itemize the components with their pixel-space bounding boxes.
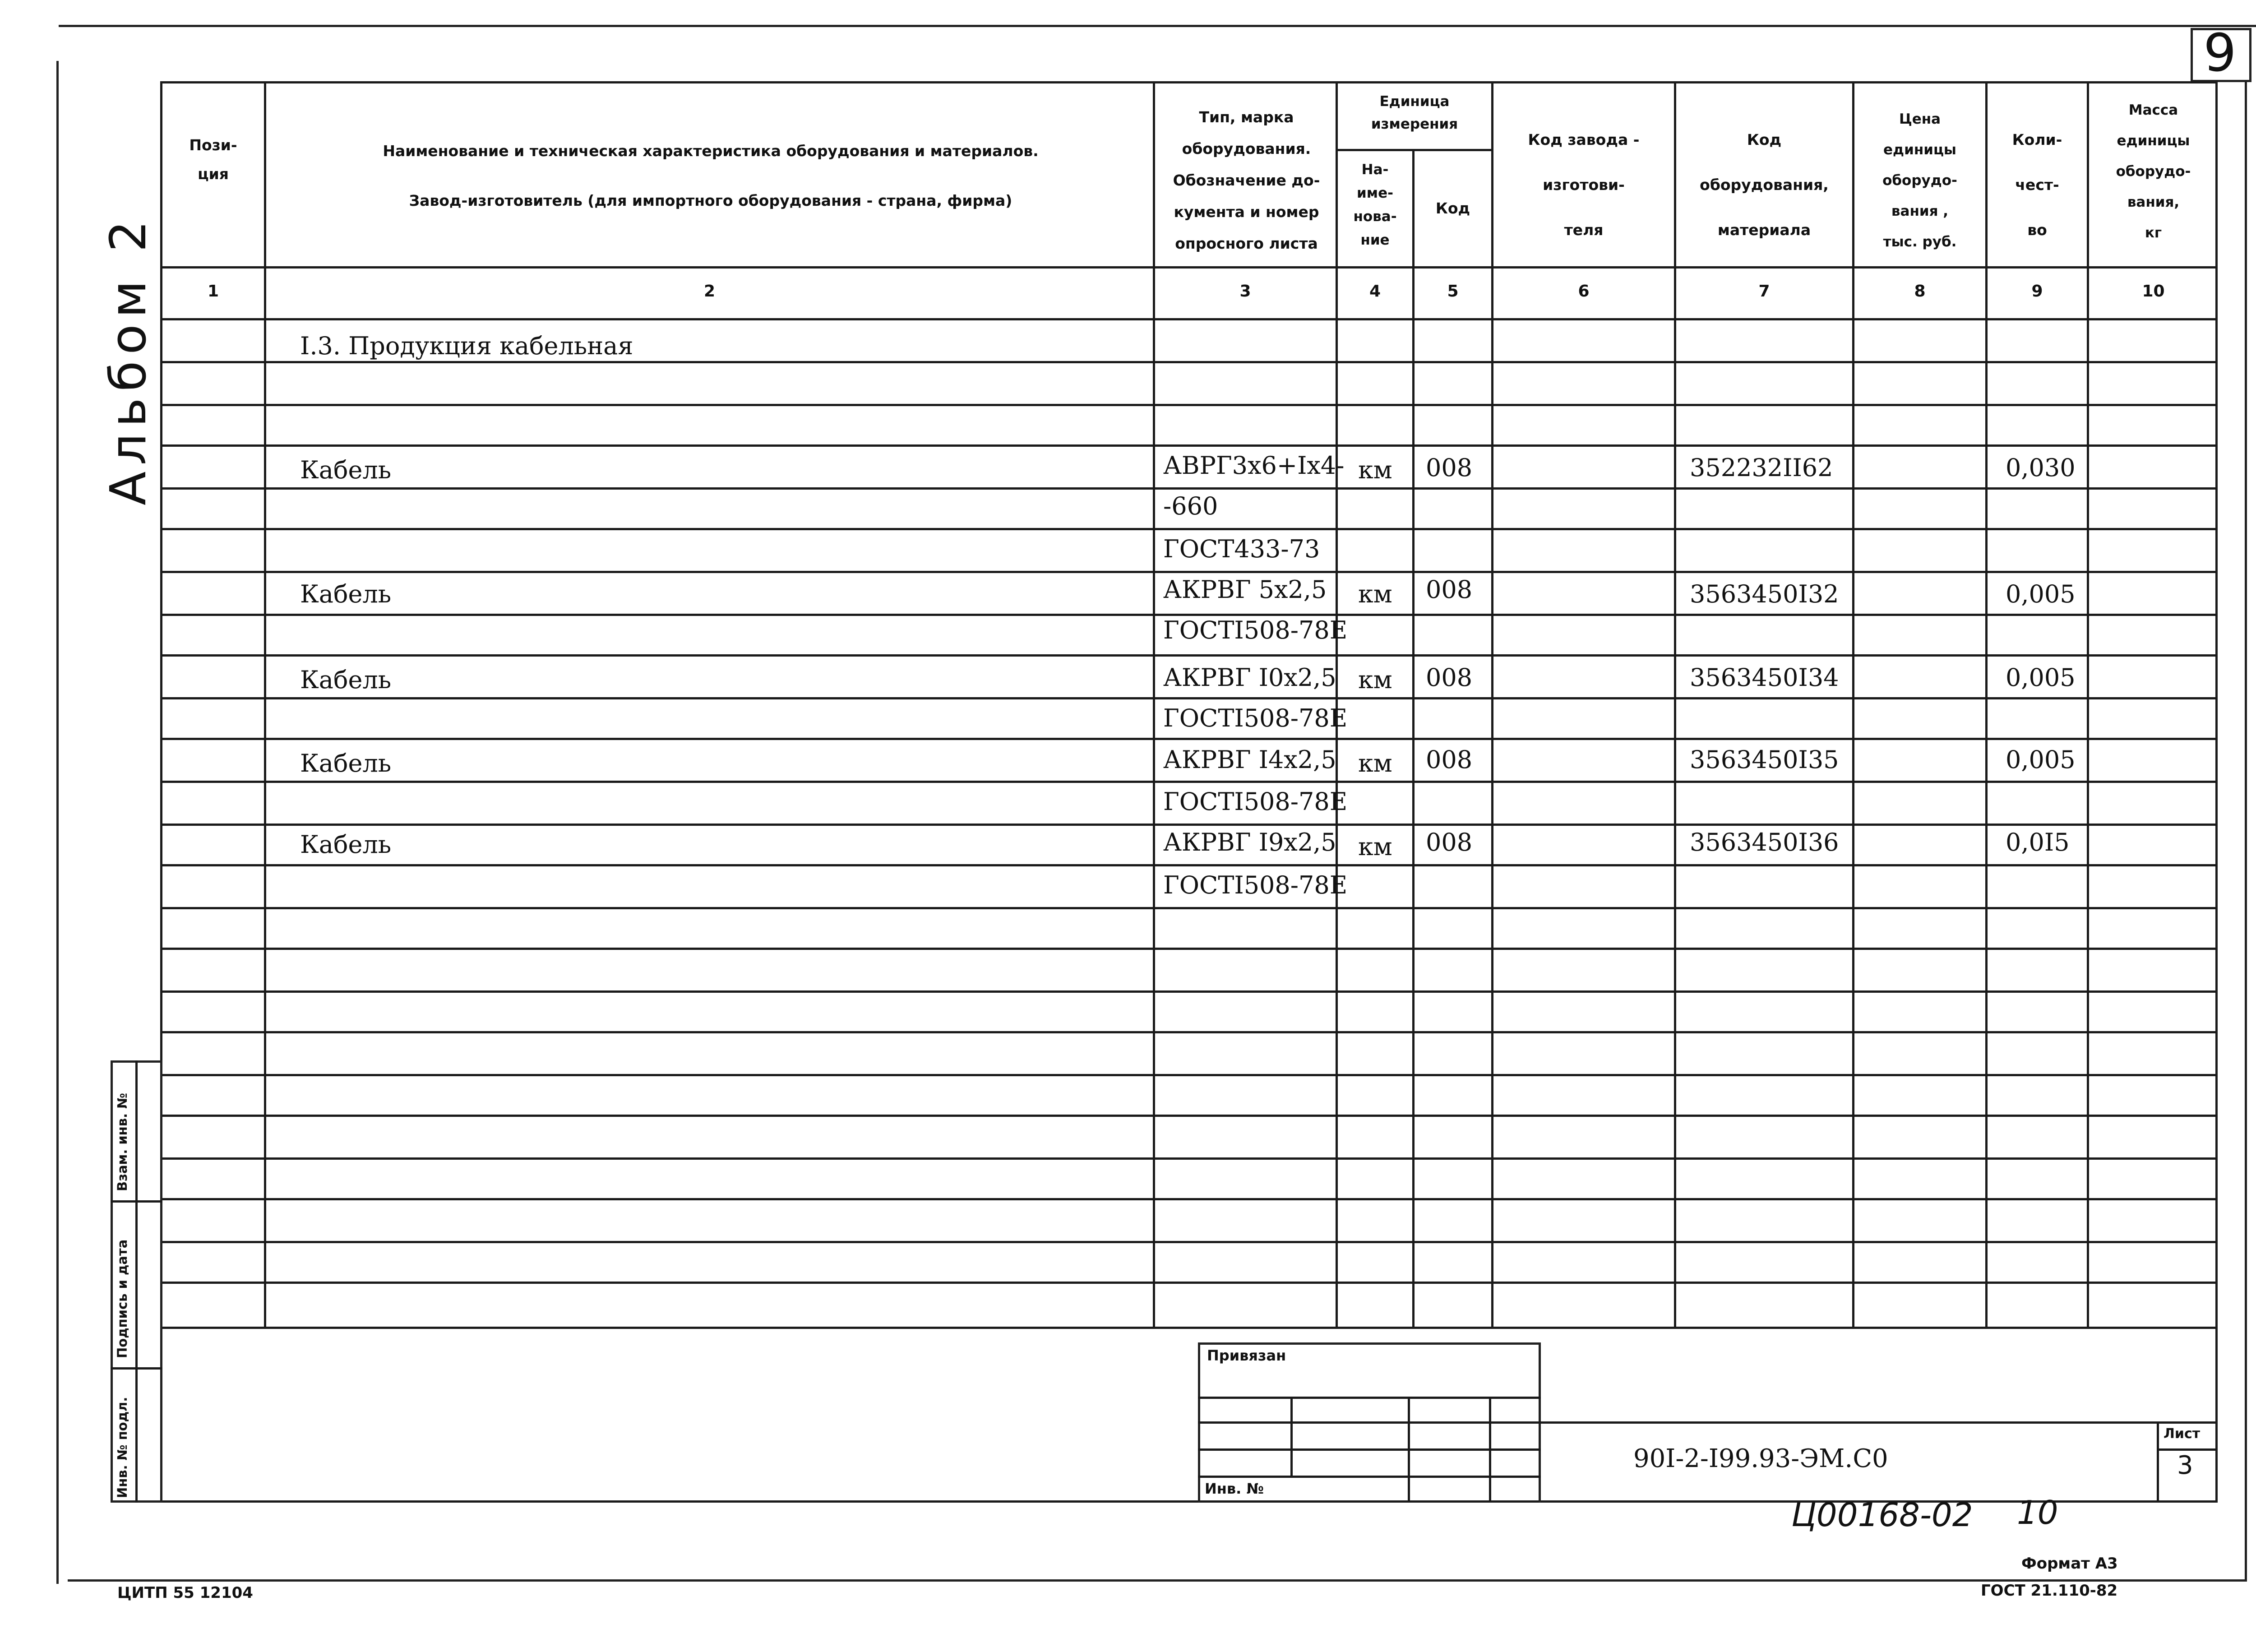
row-line [160, 1157, 2218, 1160]
header-col2: Наименование и техническая характеристика оборудования и материалов. Завод-изготовитель (для импортного оборудования - страна, фирма) [383, 142, 1039, 209]
column-number: 1 [207, 282, 219, 301]
header-col4: На- име- нова- ние [1353, 162, 1397, 248]
header-col1: Пози- ция [189, 136, 237, 183]
item-type: ГОСТI508-78Е [1163, 704, 1348, 732]
row-line [160, 697, 2218, 699]
sheet-box-line [2157, 1421, 2159, 1503]
item-name: Кабель [300, 456, 392, 484]
format-label: Формат А3 [2021, 1555, 2118, 1573]
sheet-label: Лист [2164, 1426, 2201, 1442]
item-name: Кабель [300, 666, 392, 694]
header-col5: Код [1435, 199, 1470, 217]
row-line [160, 1074, 2218, 1076]
handwritten-number: 10 [2017, 1494, 2058, 1532]
item-name: Кабель [300, 830, 392, 859]
column-number: 6 [1578, 282, 1590, 301]
item-code: 352232II62 [1690, 453, 1833, 482]
col-line-8 [1985, 81, 1988, 1329]
item-type: АВРГ3х6+Iх4- [1163, 451, 1345, 480]
item-unit-code: 008 [1426, 663, 1473, 692]
album-label: Альбом 2 [99, 214, 157, 505]
item-name: Кабель [300, 580, 392, 608]
item-type: ГОСТ433-73 [1163, 535, 1320, 563]
side-stamp-label-inventory: Инв. № подл. [115, 1397, 130, 1498]
item-type: -660 [1163, 492, 1218, 520]
item-code: 3563450I32 [1690, 580, 1839, 608]
row-line [160, 444, 2218, 447]
footer-left: ЦИТП 55 12104 [117, 1584, 253, 1602]
item-unit: км [1358, 749, 1392, 777]
row-line [160, 361, 2218, 363]
bound-vline [1408, 1397, 1410, 1503]
item-unit: км [1358, 833, 1392, 861]
row-line [160, 404, 2218, 406]
col-line-2 [1153, 81, 1155, 1329]
header-unit-group: Единица измерения [1371, 93, 1458, 132]
page-border-top [59, 25, 2256, 27]
column-number: 2 [703, 282, 716, 301]
side-stamp-line [111, 1367, 162, 1370]
col-line-1 [264, 81, 266, 1329]
colnum-bottom-line [160, 318, 2218, 320]
header-col7: Код оборудования, материала [1700, 131, 1829, 239]
column-number: 10 [2142, 282, 2165, 301]
column-number: 9 [2031, 282, 2043, 301]
row-line [160, 1115, 2218, 1117]
col-line-9 [2087, 81, 2089, 1329]
side-stamp-divider [135, 1060, 138, 1503]
handwritten-code: Ц00168-02 [1791, 1496, 1973, 1534]
bound-vline [1290, 1397, 1293, 1476]
item-qty: 0,005 [2006, 745, 2076, 774]
column-number: 4 [1369, 282, 1381, 301]
header-col9: Коли- чест- во [2012, 131, 2062, 239]
item-unit: км [1358, 666, 1392, 694]
page-border-bottom [68, 1579, 2247, 1582]
row-line [160, 1031, 2218, 1033]
sheet-number: 3 [2177, 1451, 2193, 1480]
item-code: 3563450I34 [1690, 663, 1839, 692]
item-unit: км [1358, 580, 1392, 608]
row-line [160, 1282, 2218, 1284]
side-stamp-label-signature: Подпись и дата [115, 1239, 130, 1358]
row-line [160, 528, 2218, 530]
row-line [160, 571, 2218, 573]
item-type: ГОСТI508-78Е [1163, 871, 1348, 899]
title-block-top-line [1541, 1421, 2218, 1424]
row-line [160, 487, 2218, 490]
col-line-5 [1491, 81, 1493, 1329]
side-stamp-line [111, 1200, 162, 1203]
item-type: ГОСТI508-78Е [1163, 787, 1348, 816]
row-line [160, 654, 2218, 657]
item-qty: 0,005 [2006, 580, 2076, 608]
bound-vline [1489, 1397, 1491, 1503]
item-unit-code: 008 [1426, 828, 1473, 856]
doc-code: 90I-2-I99.93-ЭМ.С0 [1633, 1444, 1888, 1473]
item-code: 3563450I35 [1690, 745, 1839, 774]
col-line-6 [1674, 81, 1676, 1329]
side-stamp-label-replacement: Взам. инв. № [115, 1092, 130, 1191]
row-line [160, 1241, 2218, 1243]
item-type: ГОСТI508-78Е [1163, 616, 1348, 644]
row-line [160, 1198, 2218, 1200]
item-code: 3563450I36 [1690, 828, 1839, 856]
item-name: Кабель [300, 749, 392, 777]
section-title: I.3. Продукция кабельная [300, 332, 633, 360]
row-line [160, 781, 2218, 783]
item-qty: 0,005 [2006, 663, 2076, 692]
bound-label: Привязан [1207, 1347, 1286, 1364]
row-line [160, 948, 2218, 950]
item-type: АКРВГ I9х2,5 [1163, 828, 1336, 856]
row-line [160, 738, 2218, 740]
inv-label: Инв. № [1205, 1480, 1264, 1497]
row-line [160, 990, 2218, 993]
item-type: АКРВГ I0х2,5 [1163, 663, 1336, 692]
corner-number: 9 [2203, 23, 2237, 83]
column-number: 3 [1239, 282, 1251, 301]
column-number: 7 [1758, 282, 1770, 301]
item-unit: км [1358, 456, 1392, 484]
header-col3: Тип, марка оборудования. Обозначение до- кумента и номер опросного листа [1173, 108, 1320, 252]
item-unit-code: 008 [1426, 453, 1473, 482]
item-unit-code: 008 [1426, 575, 1473, 604]
item-qty: 0,0I5 [2006, 828, 2070, 856]
header-bottom-line [160, 266, 2218, 268]
header-col8: Цена единицы оборудо- вания , тыс. руб. [1882, 111, 1957, 250]
header-col10: Масса единицы оборудо- вания, кг [2116, 102, 2191, 241]
item-type: АКРВГ 5х2,5 [1163, 575, 1327, 604]
item-qty: 0,030 [2006, 453, 2076, 482]
item-unit-code: 008 [1426, 745, 1473, 774]
header-col6: Код завода - изготови- теля [1528, 131, 1640, 239]
page-border-left [56, 61, 59, 1584]
column-number: 5 [1447, 282, 1459, 301]
row-line [160, 907, 2218, 909]
table-body-bottom-line [160, 1327, 2218, 1329]
column-number: 8 [1914, 282, 1926, 301]
row-line [160, 864, 2218, 866]
row-line [160, 824, 2218, 826]
gost-label: ГОСТ 21.110-82 [1981, 1582, 2118, 1600]
item-type: АКРВГ I4х2,5 [1163, 745, 1336, 774]
col-line-7 [1852, 81, 1854, 1329]
page-border-right [2245, 81, 2247, 1582]
